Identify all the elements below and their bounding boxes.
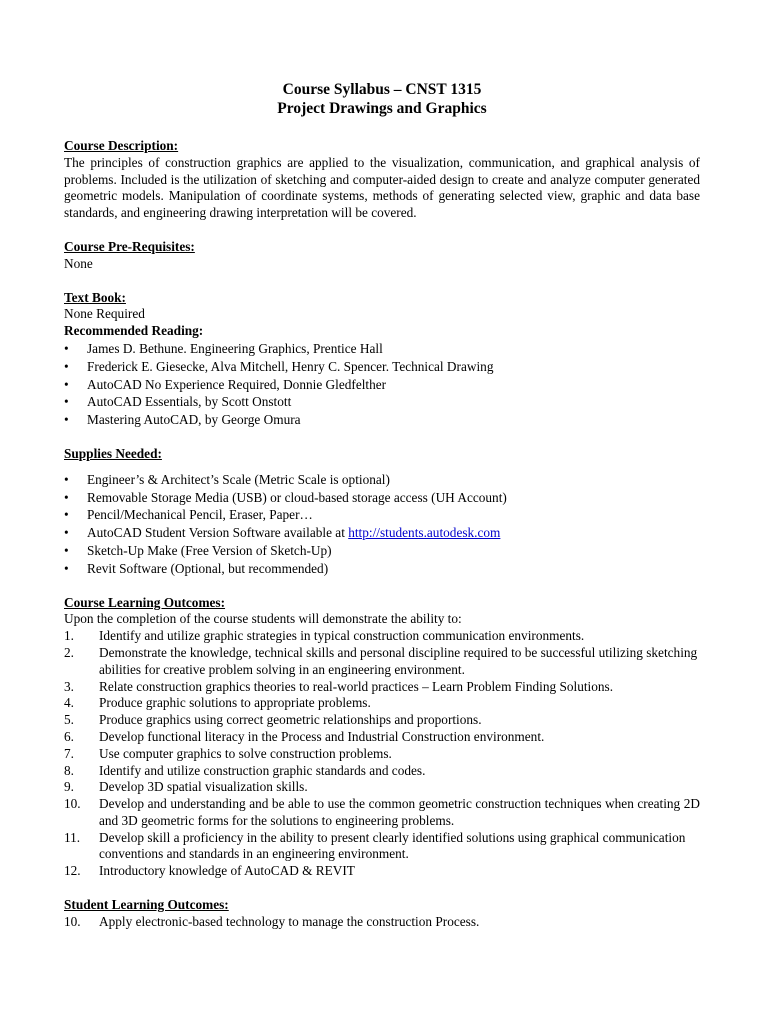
list-item: 10. Develop and understanding and be able to use the common geometric construction techniques when creating 2D and 3D geometric forms for the solutions to engineering problems. [64, 796, 700, 828]
list-item: • AutoCAD Essentials, by Scott Onstott [64, 394, 292, 410]
recommended-reading-list [64, 340, 700, 429]
list-item: 4. Produce graphic solutions to appropriate problems. [64, 695, 371, 711]
bullet-icon: • [64, 412, 69, 428]
bullet-icon: • [64, 376, 69, 392]
supplies-list [64, 471, 700, 578]
prerequisites-text: None [64, 255, 93, 271]
bullet-icon: • [64, 507, 69, 523]
course-description-section [64, 138, 700, 222]
bullet-icon: • [64, 358, 69, 374]
list-item: 10. Apply electronic-based technology to manage the construction Process. [64, 913, 480, 929]
bullet-icon: • [64, 489, 69, 505]
bullet-icon: • [64, 340, 69, 356]
supplies-section [64, 446, 700, 578]
list-item: 9. Develop 3D spatial visualization skills. [64, 779, 308, 795]
list-item: 12. Introductory knowledge of AutoCAD & REVIT [64, 863, 355, 879]
list-item: 11. Develop skill a proficiency in the ability to present clearly identified solutions using graphical communication conventions and standards in an engineering environment. [64, 829, 686, 862]
course-outcomes-list [64, 628, 700, 880]
bullet-icon: • [64, 525, 69, 541]
supplies-heading: Supplies Needed: [64, 445, 162, 461]
bullet-icon: • [64, 542, 69, 558]
list-item: • AutoCAD Student Version Software available at http://students.autodesk.com [64, 525, 501, 541]
prerequisites-heading: Course Pre-Requisites: [64, 238, 195, 254]
list-item: • Pencil/Mechanical Pencil, Eraser, Paper… [64, 507, 313, 523]
list-item: • Revit Software (Optional, but recommended) [64, 560, 329, 576]
list-item: 6. Develop functional literacy in the Process and Industrial Construction environment. [64, 728, 545, 744]
course-outcomes-heading: Course Learning Outcomes: [64, 594, 226, 610]
list-item: 5. Produce graphics using correct geometric relationships and proportions. [64, 712, 482, 728]
title-block [64, 80, 700, 118]
syllabus-page [64, 80, 700, 931]
page-subtitle: Project Drawings and Graphics [277, 100, 487, 117]
textbook-text: None Required [64, 306, 145, 322]
course-description-heading: Course Description: [64, 138, 179, 153]
list-item: • Sketch-Up Make (Free Version of Sketch-Up) [64, 542, 332, 558]
list-item: 7. Use computer graphics to solve construction problems. [64, 745, 392, 761]
list-item: • Removable Storage Media (USB) or cloud-based storage access (UH Account) [64, 489, 507, 505]
list-item: • AutoCAD No Experience Required, Donnie Gledfelther [64, 376, 387, 392]
list-item: 1. Identify and utilize graphic strategies in typical construction communication environments. [64, 628, 585, 644]
bullet-icon: • [64, 560, 69, 576]
student-outcomes-section [64, 897, 700, 931]
course-description-text: The principles of construction graphics are applied to the visualization, communication, and graphical analysis of problems. Included is the utilization of sketching and computer-aided design to create and analyze computer generated geometric models. Manipulation of coordinate systems, methods of generating selected view, graphic and data base standards, and engineering drawing interpretation will be covered. [64, 154, 700, 221]
textbook-heading: Text Book: [64, 289, 126, 305]
page-title: Course Syllabus – CNST 1315 [282, 81, 482, 98]
autodesk-link[interactable]: http://students.autodesk.com [348, 525, 501, 541]
recommended-reading-heading: Recommended Reading: [64, 323, 204, 339]
course-outcomes-section [64, 595, 700, 881]
course-outcomes-intro: Upon the completion of the course students will demonstrate the ability to: [64, 611, 462, 627]
list-item: 8. Identify and utilize construction graphic standards and codes. [64, 762, 426, 778]
textbook-section [64, 290, 700, 429]
list-item: • James D. Bethune. Engineering Graphics, Prentice Hall [64, 340, 383, 356]
list-item: 2. Demonstrate the knowledge, technical skills and personal discipline required to be successful utilizing sketching abilities for creative problem solving in an engineering environment. [64, 644, 698, 677]
bullet-icon: • [64, 394, 69, 410]
list-item: • Engineer’s & Architect’s Scale (Metric Scale is optional) [64, 471, 390, 487]
prerequisites-section [64, 239, 700, 273]
student-outcomes-heading: Student Learning Outcomes: [64, 897, 229, 913]
list-item: 3. Relate construction graphics theories to real-world practices – Learn Problem Finding Solutions. [64, 678, 614, 694]
list-item: • Mastering AutoCAD, by George Omura [64, 412, 301, 428]
list-item: • Frederick E. Giesecke, Alva Mitchell, Henry C. Spencer. Technical Drawing [64, 358, 494, 374]
student-outcomes-list [64, 914, 700, 931]
bullet-icon: • [64, 471, 69, 487]
